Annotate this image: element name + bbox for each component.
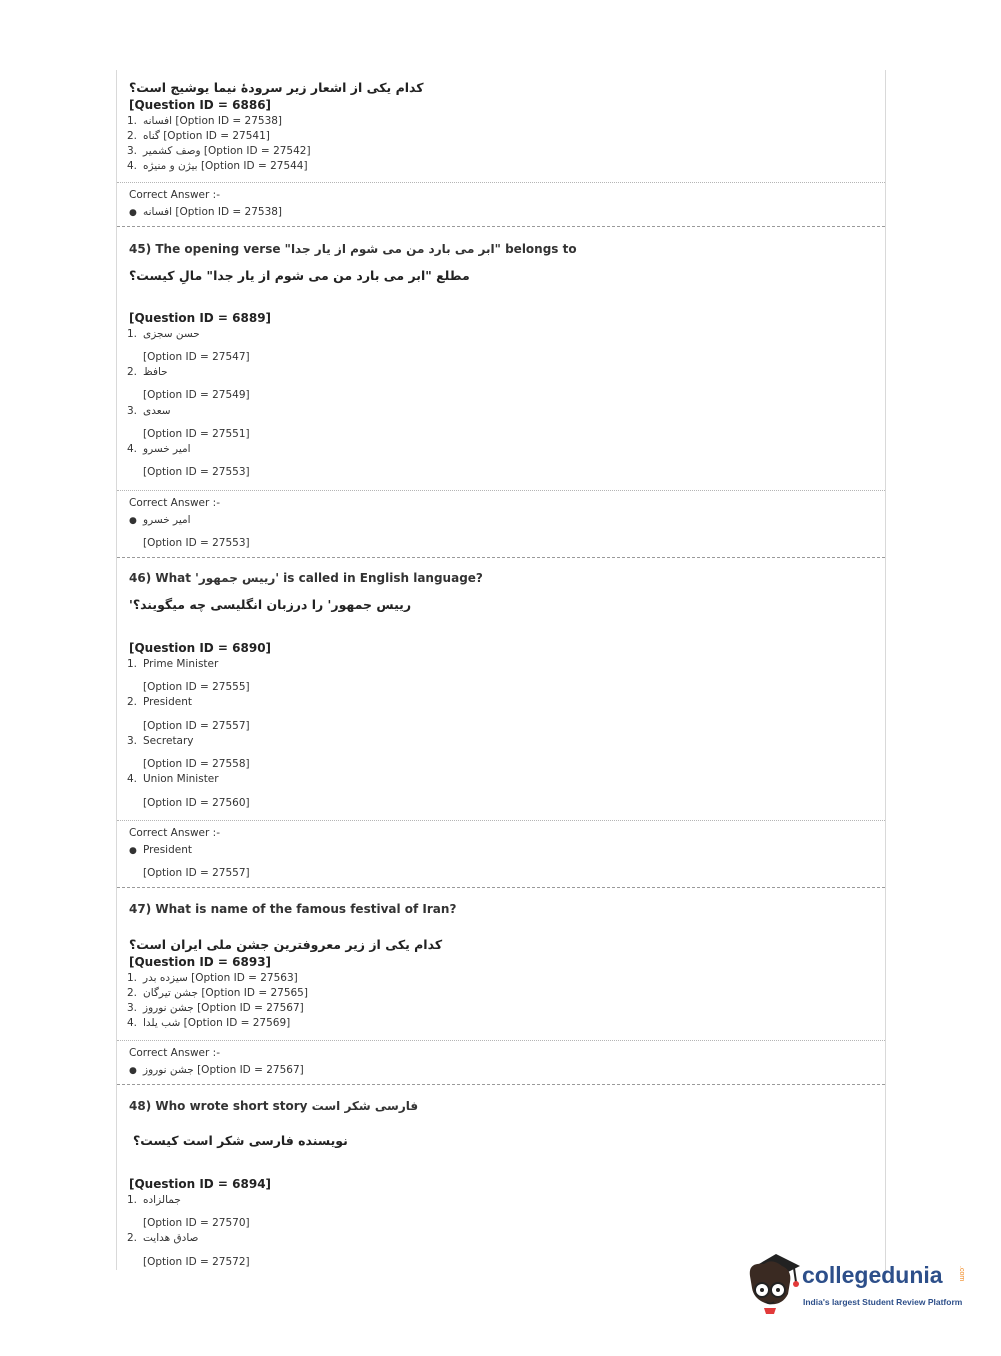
correct-answer-value: ● جشن نوروز [Option ID = 27567] (129, 1064, 304, 1076)
logo-tagline: India's largest Student Review Platform (803, 1297, 963, 1307)
option-id: [Option ID = 27551] (143, 428, 250, 440)
option-item: 2. جشن تیرگان [Option ID = 27565] (127, 987, 308, 999)
option-id: [Option ID = 27560] (143, 797, 250, 809)
divider (117, 820, 885, 821)
correct-answer-label: Correct Answer :- (129, 827, 220, 839)
correct-answer-label: Correct Answer :- (129, 189, 220, 201)
logo-wordmark: collegedunia (802, 1262, 943, 1288)
divider (117, 1040, 885, 1041)
option-id: [Option ID = 27553] (143, 466, 250, 478)
option-id: [Option ID = 27547] (143, 351, 250, 363)
question-title: 45) The opening verse "ابر می بارد من می شوم از یار جدا" belongs to (129, 242, 577, 256)
question-id: [Question ID = 6889] (129, 311, 272, 325)
option-item: 1. جمالزاده (127, 1194, 181, 1206)
option-item: 3. سعدی (127, 405, 171, 417)
correct-answer-value: ● افسانه [Option ID = 27538] (129, 206, 283, 218)
option-item: 1. Prime Minister (127, 658, 219, 670)
question-persian-text: کدام یکی از اشعار زیر سرودهٔ نیما یوشیج است؟ (129, 80, 424, 95)
option-item: 4. امیر خسرو (127, 443, 191, 455)
option-item: 1. حسن سجزی (127, 328, 200, 340)
question-separator (117, 887, 885, 888)
option-item: 4. شب یلدا [Option ID = 27569] (127, 1017, 291, 1029)
option-item: 3. وصف کشمیر [Option ID = 27542] (127, 145, 311, 157)
question-id: [Question ID = 6894] (129, 1177, 272, 1191)
question-persian-text: 'رییس جمهور' را درزبان انگلیسی چه میگویند؟ (129, 597, 412, 612)
question-id: [Question ID = 6893] (129, 955, 272, 969)
option-item: 2. گناه [Option ID = 27541] (127, 130, 270, 142)
correct-answer-value: ● امیر خسرو (129, 514, 191, 526)
question-separator (117, 226, 885, 227)
option-item: 3. جشن نوروز [Option ID = 27567] (127, 1002, 304, 1014)
option-item: 2. صادق هدایت (127, 1232, 199, 1244)
option-id: [Option ID = 27557] (143, 720, 250, 732)
option-item: 1. افسانه [Option ID = 27538] (127, 115, 283, 127)
mascot-icon (742, 1248, 802, 1314)
question-persian-text: نویسنده فارسی شکر است کیست؟ (133, 1133, 348, 1148)
divider (117, 182, 885, 183)
question-id: [Question ID = 6890] (129, 641, 272, 655)
option-id: [Option ID = 27549] (143, 389, 250, 401)
option-item: 3. Secretary (127, 735, 194, 747)
option-id: [Option ID = 27555] (143, 681, 250, 693)
option-id: [Option ID = 27572] (143, 1256, 250, 1268)
question-separator (117, 1084, 885, 1085)
option-item: 4. بیژن و منیژه [Option ID = 27544] (127, 160, 308, 172)
correct-answer-value: ● President (129, 844, 192, 856)
correct-answer-id: [Option ID = 27553] (143, 537, 250, 549)
question-persian-text: کدام یکی از زیر معروفترین جشن ملی ایران است؟ (129, 937, 443, 952)
option-item: 4. Union Minister (127, 773, 219, 785)
option-id: [Option ID = 27570] (143, 1217, 250, 1229)
question-paper-page (116, 70, 886, 1270)
option-item: 1. سیزده بدر [Option ID = 27563] (127, 972, 298, 984)
question-title: 46) What 'رییس جمهور' is called in English language? (129, 571, 483, 585)
question-persian-text: مطلع "ابر می بارد من می شوم از یار جدا" مالِ کیست؟ (129, 268, 470, 283)
divider (117, 490, 885, 491)
correct-answer-label: Correct Answer :- (129, 497, 220, 509)
option-item: 2. President (127, 696, 192, 708)
option-item: 2. حافظ (127, 366, 168, 378)
question-separator (117, 557, 885, 558)
question-title: 48) Who wrote short story فارسی شکر است (129, 1099, 419, 1113)
question-title: 47) What is name of the famous festival of Iran? (129, 902, 457, 916)
option-id: [Option ID = 27558] (143, 758, 250, 770)
correct-answer-id: [Option ID = 27557] (143, 867, 250, 879)
logo-suffix: .com (958, 1266, 965, 1282)
question-id: [Question ID = 6886] (129, 98, 272, 112)
collegedunia-logo (742, 1248, 972, 1320)
correct-answer-label: Correct Answer :- (129, 1047, 220, 1059)
